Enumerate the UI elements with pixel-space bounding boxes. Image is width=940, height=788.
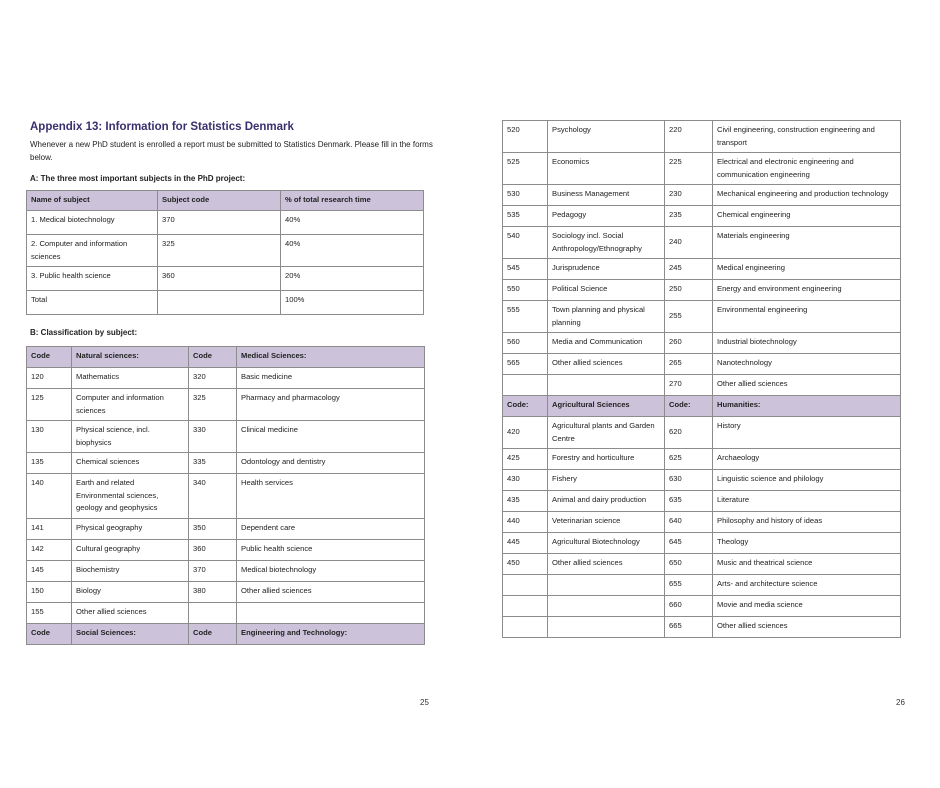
table-cell: Other allied sciences xyxy=(237,581,425,602)
table-cell: Chemical engineering xyxy=(713,206,901,227)
table-cell: 360 xyxy=(189,539,237,560)
table-cell: Other allied sciences xyxy=(713,375,901,396)
table-cell: 445 xyxy=(503,533,548,554)
table-cell: Archaeology xyxy=(713,449,901,470)
table-cell: Industrial biotechnology xyxy=(713,333,901,354)
table-cell: Chemical sciences xyxy=(72,453,189,474)
table-cell: Nanotechnology xyxy=(713,354,901,375)
table-cell: 220 xyxy=(665,121,713,153)
table-row xyxy=(27,453,425,474)
header-cell: Code xyxy=(189,347,237,368)
table-cell: Agricultural plants and Garden Centre xyxy=(548,417,665,449)
table-cell: Medical biotechnology xyxy=(237,560,425,581)
table-cell: Forestry and horticulture xyxy=(548,449,665,470)
header-cell: Code: xyxy=(503,396,548,417)
header-cell: Agricultural Sciences xyxy=(548,396,665,417)
table-cell: Literature xyxy=(713,491,901,512)
table-cell: Clinical medicine xyxy=(237,421,425,453)
table-row xyxy=(27,421,425,453)
table-row xyxy=(503,533,901,554)
table-cell: 40% xyxy=(281,211,424,235)
table-row xyxy=(503,121,901,153)
table-cell: Physical science, incl. biophysics xyxy=(72,421,189,453)
table-cell: 440 xyxy=(503,512,548,533)
table-cell: 620 xyxy=(665,417,713,449)
table-cell: 340 xyxy=(189,474,237,519)
table-cell: Other allied sciences xyxy=(548,354,665,375)
header-row xyxy=(27,623,425,644)
table-cell: 565 xyxy=(503,354,548,375)
table-cell: 140 xyxy=(27,474,72,519)
table-cell xyxy=(503,575,548,596)
classification-table-left-body xyxy=(27,347,425,645)
page-26 xyxy=(470,0,940,788)
table-row xyxy=(27,560,425,581)
table-cell: Environmental engineering xyxy=(713,301,901,333)
table-cell: 350 xyxy=(189,518,237,539)
table-cell: 125 xyxy=(27,389,72,421)
table-cell: 360 xyxy=(158,267,281,291)
header-cell: Social Sciences: xyxy=(72,623,189,644)
table-row xyxy=(503,512,901,533)
table-cell: 335 xyxy=(189,453,237,474)
header-cell: Code: xyxy=(665,396,713,417)
header-row xyxy=(27,191,424,211)
table-cell: 450 xyxy=(503,554,548,575)
table-cell: Biology xyxy=(72,581,189,602)
table-cell: Other allied sciences xyxy=(548,554,665,575)
table-row xyxy=(27,602,425,623)
table-cell: Philosophy and history of ideas xyxy=(713,512,901,533)
table-cell: Media and Communication xyxy=(548,333,665,354)
table-cell: Pedagogy xyxy=(548,206,665,227)
section-b-heading: B: Classification by subject: xyxy=(30,328,138,337)
intro-text: Whenever a new PhD student is enrolled a report must be submitted to Statistics Denmark. Please fill in the forms below. xyxy=(30,140,433,162)
table-cell: Other allied sciences xyxy=(72,602,189,623)
table-row xyxy=(27,518,425,539)
header-cell: Engineering and Technology: xyxy=(237,623,425,644)
classification-table-right xyxy=(502,120,901,638)
table-cell: Civil engineering, construction engineering and transport xyxy=(713,121,901,153)
table-cell: 530 xyxy=(503,185,548,206)
table-cell: 630 xyxy=(665,470,713,491)
table-row xyxy=(27,539,425,560)
table-cell: 130 xyxy=(27,421,72,453)
table-row xyxy=(503,206,901,227)
table-cell: 250 xyxy=(665,280,713,301)
table-cell: 540 xyxy=(503,227,548,259)
header-cell: Code xyxy=(27,623,72,644)
table-cell: Theology xyxy=(713,533,901,554)
table-cell: 370 xyxy=(189,560,237,581)
table-cell: 245 xyxy=(665,259,713,280)
table-cell xyxy=(548,375,665,396)
subjects-table xyxy=(26,190,424,315)
table-cell: 320 xyxy=(189,368,237,389)
table-cell: Health services xyxy=(237,474,425,519)
table-cell: 265 xyxy=(665,354,713,375)
classification-table-right-body xyxy=(503,121,901,638)
table-row xyxy=(503,185,901,206)
table-row xyxy=(27,267,424,291)
table-cell: 255 xyxy=(665,301,713,333)
table-row xyxy=(503,449,901,470)
table-row xyxy=(27,474,425,519)
table-row xyxy=(27,368,425,389)
header-cell: % of total research time xyxy=(281,191,424,211)
table-row xyxy=(503,259,901,280)
table-cell: Arts- and architecture science xyxy=(713,575,901,596)
table-cell: 625 xyxy=(665,449,713,470)
table-cell: Mechanical engineering and production technology xyxy=(713,185,901,206)
table-cell: Fishery xyxy=(548,470,665,491)
section-a-heading: A: The three most important subjects in the PhD project: xyxy=(30,174,246,183)
table-cell: 145 xyxy=(27,560,72,581)
table-cell: 240 xyxy=(665,227,713,259)
header-cell: Name of subject xyxy=(27,191,158,211)
table-cell: 635 xyxy=(665,491,713,512)
table-cell: 120 xyxy=(27,368,72,389)
table-cell: 550 xyxy=(503,280,548,301)
table-row xyxy=(503,153,901,185)
table-cell: 260 xyxy=(665,333,713,354)
table-cell: Basic medicine xyxy=(237,368,425,389)
table-cell: 535 xyxy=(503,206,548,227)
table-cell: Dependent care xyxy=(237,518,425,539)
table-cell xyxy=(503,596,548,617)
table-cell: Public health science xyxy=(237,539,425,560)
table-cell: 370 xyxy=(158,211,281,235)
table-cell: Medical engineering xyxy=(713,259,901,280)
table-row xyxy=(27,235,424,267)
header-cell: Subject code xyxy=(158,191,281,211)
table-cell: Linguistic science and philology xyxy=(713,470,901,491)
table-row xyxy=(27,581,425,602)
table-row xyxy=(503,333,901,354)
table-cell xyxy=(237,602,425,623)
table-cell: Veterinarian science xyxy=(548,512,665,533)
table-cell: Materials engineering xyxy=(713,227,901,259)
table-cell: 135 xyxy=(27,453,72,474)
table-row xyxy=(503,375,901,396)
table-row xyxy=(503,417,901,449)
table-cell xyxy=(548,596,665,617)
header-cell: Humanities: xyxy=(713,396,901,417)
table-cell: 230 xyxy=(665,185,713,206)
table-cell: 525 xyxy=(503,153,548,185)
table-cell: 270 xyxy=(665,375,713,396)
page-number: 25 xyxy=(420,698,429,707)
table-row xyxy=(503,617,901,638)
table-cell: Psychology xyxy=(548,121,665,153)
table-row xyxy=(503,280,901,301)
table-cell xyxy=(503,375,548,396)
table-cell: 420 xyxy=(503,417,548,449)
table-row xyxy=(503,491,901,512)
table-cell: Sociology incl. Social Anthropology/Ethnography xyxy=(548,227,665,259)
table-cell: 655 xyxy=(665,575,713,596)
table-cell: 645 xyxy=(665,533,713,554)
table-cell: 100% xyxy=(281,291,424,315)
table-cell xyxy=(548,617,665,638)
table-row xyxy=(27,291,424,315)
table-cell: Earth and related Environmental sciences, geology and geophysics xyxy=(72,474,189,519)
table-cell: 2. Computer and information sciences xyxy=(27,235,158,267)
table-cell: Music and theatrical science xyxy=(713,554,901,575)
table-cell: 1. Medical biotechnology xyxy=(27,211,158,235)
table-row xyxy=(503,596,901,617)
table-cell: Computer and information sciences xyxy=(72,389,189,421)
table-cell: 142 xyxy=(27,539,72,560)
table-cell: Other allied sciences xyxy=(713,617,901,638)
table-cell: Economics xyxy=(548,153,665,185)
table-cell: 155 xyxy=(27,602,72,623)
table-cell: Pharmacy and pharmacology xyxy=(237,389,425,421)
header-row xyxy=(27,347,425,368)
table-cell: Town planning and physical planning xyxy=(548,301,665,333)
table-cell: 330 xyxy=(189,421,237,453)
table-cell: Mathematics xyxy=(72,368,189,389)
table-cell: Cultural geography xyxy=(72,539,189,560)
table-cell xyxy=(503,617,548,638)
table-cell xyxy=(189,602,237,623)
header-row xyxy=(503,396,901,417)
table-cell: Jurisprudence xyxy=(548,259,665,280)
table-row xyxy=(503,227,901,259)
table-cell: 425 xyxy=(503,449,548,470)
table-cell: 325 xyxy=(189,389,237,421)
table-cell: Biochemistry xyxy=(72,560,189,581)
table-cell: 3. Public health science xyxy=(27,267,158,291)
table-cell xyxy=(158,291,281,315)
table-cell: 380 xyxy=(189,581,237,602)
table-row xyxy=(503,354,901,375)
appendix-title: Appendix 13: Information for Statistics Denmark xyxy=(30,121,294,133)
header-cell: Medical Sciences: xyxy=(237,347,425,368)
table-row xyxy=(503,301,901,333)
table-cell: 660 xyxy=(665,596,713,617)
table-cell: 555 xyxy=(503,301,548,333)
subjects-table-body xyxy=(27,191,424,315)
table-cell: Energy and environment engineering xyxy=(713,280,901,301)
table-cell: Animal and dairy production xyxy=(548,491,665,512)
table-cell: 225 xyxy=(665,153,713,185)
table-row xyxy=(503,575,901,596)
classification-table-left xyxy=(26,346,425,645)
table-row xyxy=(27,211,424,235)
table-cell: 430 xyxy=(503,470,548,491)
table-cell: 435 xyxy=(503,491,548,512)
table-cell: 520 xyxy=(503,121,548,153)
table-cell: Agricultural Biotechnology xyxy=(548,533,665,554)
header-cell: Natural sciences: xyxy=(72,347,189,368)
table-row xyxy=(503,554,901,575)
table-cell: 235 xyxy=(665,206,713,227)
table-cell: 665 xyxy=(665,617,713,638)
table-cell: 640 xyxy=(665,512,713,533)
table-cell: Political Science xyxy=(548,280,665,301)
table-cell: Physical geography xyxy=(72,518,189,539)
header-cell: Code xyxy=(27,347,72,368)
table-cell: Total xyxy=(27,291,158,315)
table-cell: 650 xyxy=(665,554,713,575)
table-row xyxy=(27,389,425,421)
table-cell: 40% xyxy=(281,235,424,267)
table-cell: 141 xyxy=(27,518,72,539)
header-cell: Code xyxy=(189,623,237,644)
table-cell xyxy=(548,575,665,596)
table-cell: 545 xyxy=(503,259,548,280)
table-cell: 325 xyxy=(158,235,281,267)
table-cell: Movie and media science xyxy=(713,596,901,617)
table-cell: 150 xyxy=(27,581,72,602)
table-cell: History xyxy=(713,417,901,449)
table-cell: Business Management xyxy=(548,185,665,206)
table-cell: 560 xyxy=(503,333,548,354)
table-cell: 20% xyxy=(281,267,424,291)
page-number: 26 xyxy=(896,698,905,707)
table-cell: Electrical and electronic engineering and communication engineering xyxy=(713,153,901,185)
table-cell: Odontology and dentistry xyxy=(237,453,425,474)
table-row xyxy=(503,470,901,491)
